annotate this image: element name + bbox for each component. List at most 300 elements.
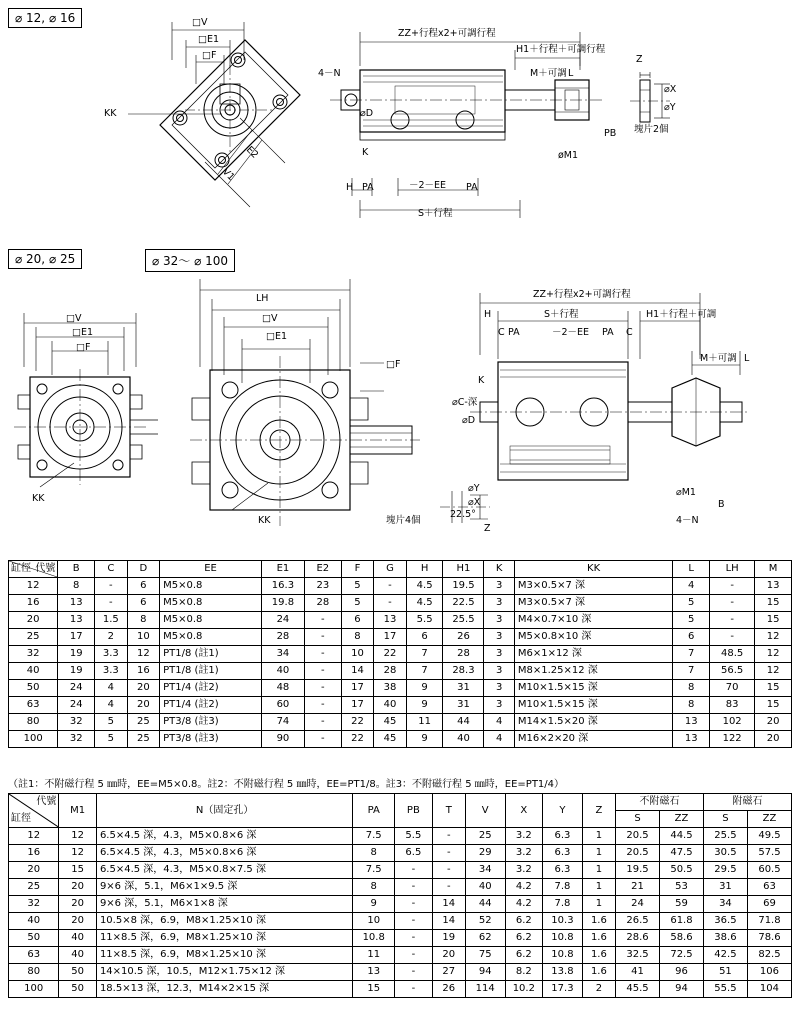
- cell-N（固定孔）: 11×8.5 深，6.9，M8×1.25×10 深: [96, 947, 352, 964]
- cell-B: 24: [58, 680, 95, 697]
- cell-M: 15: [755, 697, 792, 714]
- cell-V: 40: [465, 879, 505, 896]
- cell-D: 6: [127, 595, 160, 612]
- th2-group-mag: 附磁石: [703, 794, 791, 811]
- cell-X: 6.2: [505, 947, 543, 964]
- cell-F: 22: [341, 731, 374, 748]
- cell-V: 75: [465, 947, 505, 964]
- cell-PA: 7.5: [353, 828, 395, 845]
- cell-mag-S: 36.5: [703, 913, 747, 930]
- cell-PB: -: [395, 964, 433, 981]
- cell-nomag-ZZ: 96: [659, 964, 703, 981]
- cell-mag-ZZ: 106: [747, 964, 791, 981]
- label-e2: E2: [243, 144, 261, 161]
- label-f: □F: [202, 50, 217, 61]
- cell-PA: 10: [353, 913, 395, 930]
- cell-Z: 2: [582, 981, 615, 998]
- label-pa-mid-right: PA: [602, 327, 614, 338]
- cell-T: 19: [432, 930, 465, 947]
- cell-H1: 22.5: [443, 595, 484, 612]
- label-h1-mid: H1＋行程＋可調: [646, 309, 717, 320]
- cell-KK: M10×1.5×15 深: [514, 697, 672, 714]
- cell-E1: 19.8: [261, 595, 304, 612]
- row-id: 32: [9, 896, 59, 913]
- cell-mag-S: 42.5: [703, 947, 747, 964]
- cell-M1: 12: [59, 845, 97, 862]
- table-row: [9, 930, 792, 947]
- cell-G: -: [374, 595, 407, 612]
- cell-E1: 28: [261, 629, 304, 646]
- table-row: [9, 879, 792, 896]
- cell-KK: M6×1×12 深: [514, 646, 672, 663]
- cell-G: -: [374, 578, 407, 595]
- cell-H: 6: [406, 629, 443, 646]
- cell-C: 2: [95, 629, 128, 646]
- label-depth-c: ⌀C-深: [452, 397, 478, 408]
- cell-H1: 44: [443, 714, 484, 731]
- cell-N（固定孔）: 6.5×4.5 深，4.3，M5×0.8×7.5 深: [96, 862, 352, 879]
- cell-F: 10: [341, 646, 374, 663]
- label-zz-mid: ZZ+行程x2+可調行程: [533, 289, 631, 300]
- th2-Y: Y: [543, 794, 583, 828]
- row-id: 40: [9, 663, 58, 680]
- table-row: [9, 947, 792, 964]
- cell-K: 4: [484, 731, 514, 748]
- cell-F: 5: [341, 595, 374, 612]
- row-id: 12: [9, 578, 58, 595]
- cell-B: 32: [58, 731, 95, 748]
- label-pa-left: PA: [362, 182, 374, 193]
- cell-D: 20: [127, 680, 160, 697]
- cell-PB: -: [395, 879, 433, 896]
- cell-D: 8: [127, 612, 160, 629]
- cell-H: 7: [406, 646, 443, 663]
- cell-nomag-S: 20.5: [616, 845, 660, 862]
- cell-M1: 50: [59, 964, 97, 981]
- cell-LH: 102: [710, 714, 755, 731]
- label-h-mid: H: [484, 309, 492, 320]
- cell-nomag-ZZ: 53: [659, 879, 703, 896]
- cell-F: 14: [341, 663, 374, 680]
- cell-M1: 12: [59, 828, 97, 845]
- cell-D: 25: [127, 714, 160, 731]
- cell-LH: 70: [710, 680, 755, 697]
- cell-nomag-S: 28.6: [616, 930, 660, 947]
- row-id: 25: [9, 879, 59, 896]
- table2-header-row-1: [9, 794, 792, 811]
- cell-M: 15: [755, 595, 792, 612]
- th2-ZZ-nomag: ZZ: [659, 811, 703, 828]
- cell-PB: -: [395, 896, 433, 913]
- cell-PB: 6.5: [395, 845, 433, 862]
- th-EE: EE: [160, 561, 262, 578]
- cell-PB: 5.5: [395, 828, 433, 845]
- th-H: H: [406, 561, 443, 578]
- th2-S-nomag: S: [616, 811, 660, 828]
- label-225: 22.5°: [450, 509, 476, 520]
- th2-PA: PA: [353, 794, 395, 828]
- cell-G: 45: [374, 731, 407, 748]
- cell-E2: -: [304, 714, 341, 731]
- cell-M: 15: [755, 680, 792, 697]
- cell-L: 8: [673, 680, 710, 697]
- cell-Z: 1.6: [582, 930, 615, 947]
- cell-nomag-S: 21: [616, 879, 660, 896]
- cell-M: 20: [755, 731, 792, 748]
- cell-M: 13: [755, 578, 792, 595]
- cell-mag-S: 38.6: [703, 930, 747, 947]
- row-id: 50: [9, 680, 58, 697]
- cell-L: 7: [673, 646, 710, 663]
- cell-H1: 31: [443, 697, 484, 714]
- cell-Y: 6.3: [543, 828, 583, 845]
- table-row: [9, 629, 792, 646]
- cell-K: 3: [484, 595, 514, 612]
- label-m-adj: M＋可調: [530, 68, 567, 79]
- cell-M1: 40: [59, 930, 97, 947]
- cell-H: 9: [406, 731, 443, 748]
- label-l: L: [568, 68, 574, 79]
- cell-E2: -: [304, 697, 341, 714]
- cell-E2: -: [304, 646, 341, 663]
- cell-H1: 28: [443, 646, 484, 663]
- cell-L: 13: [673, 731, 710, 748]
- cell-PA: 8: [353, 879, 395, 896]
- cell-PA: 10.8: [353, 930, 395, 947]
- cell-G: 40: [374, 697, 407, 714]
- cell-K: 3: [484, 646, 514, 663]
- cell-F: 5: [341, 578, 374, 595]
- cell-B: 32: [58, 714, 95, 731]
- cell-mag-S: 34: [703, 896, 747, 913]
- label-four-n: 4－N: [318, 68, 341, 79]
- row-id: 63: [9, 947, 59, 964]
- cell-Y: 7.8: [543, 879, 583, 896]
- cell-Y: 6.3: [543, 845, 583, 862]
- cell-T: 26: [432, 981, 465, 998]
- cell-L: 8: [673, 697, 710, 714]
- dimension-table-1: [8, 560, 792, 748]
- cell-nomag-S: 19.5: [616, 862, 660, 879]
- cell-Y: 13.8: [543, 964, 583, 981]
- cell-L: 7: [673, 663, 710, 680]
- cell-PA: 11: [353, 947, 395, 964]
- cell-C: 3.3: [95, 663, 128, 680]
- cell-M: 12: [755, 629, 792, 646]
- cell-KK: M3×0.5×7 深: [514, 578, 672, 595]
- cell-K: 3: [484, 697, 514, 714]
- cell-nomag-ZZ: 61.8: [659, 913, 703, 930]
- cell-L: 4: [673, 578, 710, 595]
- th-D: D: [127, 561, 160, 578]
- th2-M1: M1: [59, 794, 97, 828]
- th-B: B: [58, 561, 95, 578]
- th2-ZZ-mag: ZZ: [747, 811, 791, 828]
- label-2ee-mid: －2－EE: [552, 327, 590, 338]
- cell-nomag-ZZ: 47.5: [659, 845, 703, 862]
- cell-V: 94: [465, 964, 505, 981]
- cell-H1: 28.3: [443, 663, 484, 680]
- cell-mag-ZZ: 60.5: [747, 862, 791, 879]
- cell-mag-S: 30.5: [703, 845, 747, 862]
- cell-PB: -: [395, 913, 433, 930]
- cell-mag-ZZ: 82.5: [747, 947, 791, 964]
- label-d-mid: ⌀D: [462, 415, 476, 426]
- cell-KK: M16×2×20 深: [514, 731, 672, 748]
- cell-K: 4: [484, 714, 514, 731]
- cell-C: -: [95, 595, 128, 612]
- label-e1: □E1: [198, 34, 220, 45]
- top-drawing-group: [0, 0, 800, 245]
- table-row: [9, 578, 792, 595]
- cell-L: 5: [673, 612, 710, 629]
- cell-nomag-ZZ: 72.5: [659, 947, 703, 964]
- row-id: 80: [9, 964, 59, 981]
- cell-K: 3: [484, 663, 514, 680]
- cell-N（固定孔）: 9×6 深，5.1，M6×1×9.5 深: [96, 879, 352, 896]
- cell-E2: -: [304, 612, 341, 629]
- cell-G: 38: [374, 680, 407, 697]
- cell-KK: M8×1.25×12 深: [514, 663, 672, 680]
- cell-H1: 26: [443, 629, 484, 646]
- cell-H: 11: [406, 714, 443, 731]
- cell-C: 5: [95, 714, 128, 731]
- cell-L: 5: [673, 595, 710, 612]
- cell-K: 3: [484, 612, 514, 629]
- cell-X: 10.2: [505, 981, 543, 998]
- cell-V: 29: [465, 845, 505, 862]
- label-pa-right: PA: [466, 182, 478, 193]
- group-header-12-16: ⌀ 12, ⌀ 16: [8, 8, 82, 28]
- cell-EE: PT1/8 (註1): [160, 663, 262, 680]
- table-row: [9, 612, 792, 629]
- row-id: 32: [9, 646, 58, 663]
- label-f-mid: □F: [386, 359, 401, 370]
- cell-G: 22: [374, 646, 407, 663]
- cell-V: 62: [465, 930, 505, 947]
- cell-E2: -: [304, 731, 341, 748]
- cell-Y: 17.3: [543, 981, 583, 998]
- cell-Z: 1.6: [582, 913, 615, 930]
- table1-note: （註1：不附磁行程 5 ㎜時，EE=M5×0.8。註2：不附磁行程 5 ㎜時，EE=PT1/8。註3：不附磁行程 5 ㎜時，EE=PT1/4）: [8, 779, 565, 790]
- cell-EE: M5×0.8: [160, 612, 262, 629]
- label-b: B: [718, 499, 725, 510]
- table-row: [9, 646, 792, 663]
- cell-B: 24: [58, 697, 95, 714]
- th-M: M: [755, 561, 792, 578]
- label-lh: LH: [256, 293, 269, 304]
- cell-L: 13: [673, 714, 710, 731]
- label-x: ⌀X: [664, 84, 677, 95]
- th2-N: N（固定孔）: [96, 794, 352, 828]
- table2-corner-cell: [9, 794, 59, 828]
- cell-T: -: [432, 879, 465, 896]
- cell-mag-S: 55.5: [703, 981, 747, 998]
- label-f-left: □F: [76, 342, 91, 353]
- cell-LH: -: [710, 629, 755, 646]
- row-id: 40: [9, 913, 59, 930]
- label-c-left: C: [498, 327, 505, 338]
- cell-B: 13: [58, 612, 95, 629]
- cell-EE: M5×0.8: [160, 595, 262, 612]
- table1-header-row: [9, 561, 792, 578]
- cell-E1: 24: [261, 612, 304, 629]
- cell-E2: -: [304, 680, 341, 697]
- row-id: 63: [9, 697, 58, 714]
- cell-H1: 19.5: [443, 578, 484, 595]
- cell-T: 14: [432, 896, 465, 913]
- middle-drawing-group: [0, 255, 800, 555]
- table-row: [9, 731, 792, 748]
- label-y: ⌀Y: [664, 102, 676, 113]
- label-h1-top: H1＋行程＋可調行程: [516, 44, 606, 55]
- label-kk-left: KK: [32, 493, 45, 504]
- cell-T: -: [432, 845, 465, 862]
- row-id: 16: [9, 845, 59, 862]
- cell-M1: 40: [59, 947, 97, 964]
- table1-corner-top: 代號: [35, 563, 56, 574]
- row-id: 20: [9, 862, 59, 879]
- cell-H: 5.5: [406, 612, 443, 629]
- th2-T: T: [432, 794, 465, 828]
- cell-LH: -: [710, 578, 755, 595]
- cell-V: 114: [465, 981, 505, 998]
- cell-mag-ZZ: 78.6: [747, 930, 791, 947]
- table-row: [9, 828, 792, 845]
- cell-PB: -: [395, 930, 433, 947]
- cell-X: 8.2: [505, 964, 543, 981]
- cell-H: 9: [406, 697, 443, 714]
- cell-Y: 7.8: [543, 896, 583, 913]
- label-v-mid: □V: [262, 313, 278, 324]
- th-LH: LH: [710, 561, 755, 578]
- cell-nomag-S: 41: [616, 964, 660, 981]
- cell-Y: 6.3: [543, 862, 583, 879]
- cell-M: 12: [755, 646, 792, 663]
- cell-PB: -: [395, 862, 433, 879]
- cell-KK: M10×1.5×15 深: [514, 680, 672, 697]
- cell-E1: 40: [261, 663, 304, 680]
- cell-mag-ZZ: 57.5: [747, 845, 791, 862]
- group-header-32-100: ⌀ 32～ ⌀ 100: [145, 249, 235, 272]
- cell-Z: 1: [582, 879, 615, 896]
- cell-E1: 90: [261, 731, 304, 748]
- cell-EE: PT1/4 (註2): [160, 680, 262, 697]
- cell-M: 20: [755, 714, 792, 731]
- row-id: 25: [9, 629, 58, 646]
- cell-T: 14: [432, 913, 465, 930]
- th2-S-mag: S: [703, 811, 747, 828]
- cell-nomag-S: 26.5: [616, 913, 660, 930]
- label-z: Z: [636, 54, 643, 65]
- cell-Z: 1: [582, 828, 615, 845]
- cell-G: 17: [374, 629, 407, 646]
- group-header-20-25: ⌀ 20, ⌀ 25: [8, 249, 82, 269]
- label-pad2: 塊片2個: [634, 124, 669, 135]
- cell-mag-ZZ: 69: [747, 896, 791, 913]
- cell-nomag-ZZ: 58.6: [659, 930, 703, 947]
- cell-mag-S: 25.5: [703, 828, 747, 845]
- row-id: 12: [9, 828, 59, 845]
- cell-D: 16: [127, 663, 160, 680]
- label-4n-mid: 4－N: [676, 515, 699, 526]
- cell-T: 27: [432, 964, 465, 981]
- cell-nomag-ZZ: 59: [659, 896, 703, 913]
- th-F: F: [341, 561, 374, 578]
- cell-F: 8: [341, 629, 374, 646]
- cell-D: 12: [127, 646, 160, 663]
- cell-X: 6.2: [505, 930, 543, 947]
- cell-nomag-S: 20.5: [616, 828, 660, 845]
- th-E2: E2: [304, 561, 341, 578]
- cell-F: 22: [341, 714, 374, 731]
- cell-N（固定孔）: 6.5×4.5 深，4.3，M5×0.8×6 深: [96, 828, 352, 845]
- cell-EE: PT3/8 (註3): [160, 714, 262, 731]
- th2-group-nomag: 不附磁石: [616, 794, 704, 811]
- cell-E2: 28: [304, 595, 341, 612]
- cell-Y: 10.8: [543, 947, 583, 964]
- th-C: C: [95, 561, 128, 578]
- cell-LH: 48.5: [710, 646, 755, 663]
- label-2ee: －2－EE: [409, 180, 447, 191]
- row-id: 100: [9, 731, 58, 748]
- cell-Z: 1: [582, 896, 615, 913]
- cell-T: -: [432, 828, 465, 845]
- cell-N（固定孔）: 9×6 深，5.1，M6×1×8 深: [96, 896, 352, 913]
- label-m1-mid: ⌀M1: [676, 487, 696, 498]
- cell-LH: -: [710, 595, 755, 612]
- label-k-mid: K: [478, 375, 485, 386]
- cell-nomag-S: 45.5: [616, 981, 660, 998]
- cell-K: 3: [484, 578, 514, 595]
- cell-X: 4.2: [505, 879, 543, 896]
- cell-L: 6: [673, 629, 710, 646]
- table-row: [9, 714, 792, 731]
- cell-E1: 60: [261, 697, 304, 714]
- cell-PA: 13: [353, 964, 395, 981]
- cell-nomag-ZZ: 94: [659, 981, 703, 998]
- th-KK: KK: [514, 561, 672, 578]
- table-row: [9, 845, 792, 862]
- cell-LH: 122: [710, 731, 755, 748]
- cell-G: 28: [374, 663, 407, 680]
- label-kk: KK: [104, 108, 117, 119]
- cell-B: 8: [58, 578, 95, 595]
- label-l-mid: L: [744, 353, 750, 364]
- cell-mag-ZZ: 49.5: [747, 828, 791, 845]
- cell-H: 7: [406, 663, 443, 680]
- dimension-table-2: [8, 793, 792, 998]
- cell-H1: 25.5: [443, 612, 484, 629]
- cell-D: 20: [127, 697, 160, 714]
- cell-LH: -: [710, 612, 755, 629]
- cell-F: 17: [341, 697, 374, 714]
- cell-V: 44: [465, 896, 505, 913]
- table-row: [9, 862, 792, 879]
- cell-X: 4.2: [505, 896, 543, 913]
- table-row: [9, 663, 792, 680]
- label-d: ⌀D: [360, 108, 374, 119]
- cell-M: 12: [755, 663, 792, 680]
- cell-G: 45: [374, 714, 407, 731]
- cell-Y: 10.3: [543, 913, 583, 930]
- cell-KK: M4×0.7×10 深: [514, 612, 672, 629]
- cell-PA: 15: [353, 981, 395, 998]
- th-H1: H1: [443, 561, 484, 578]
- cell-M1: 20: [59, 896, 97, 913]
- cell-PB: -: [395, 947, 433, 964]
- label-x-mid: ⌀X: [468, 497, 481, 508]
